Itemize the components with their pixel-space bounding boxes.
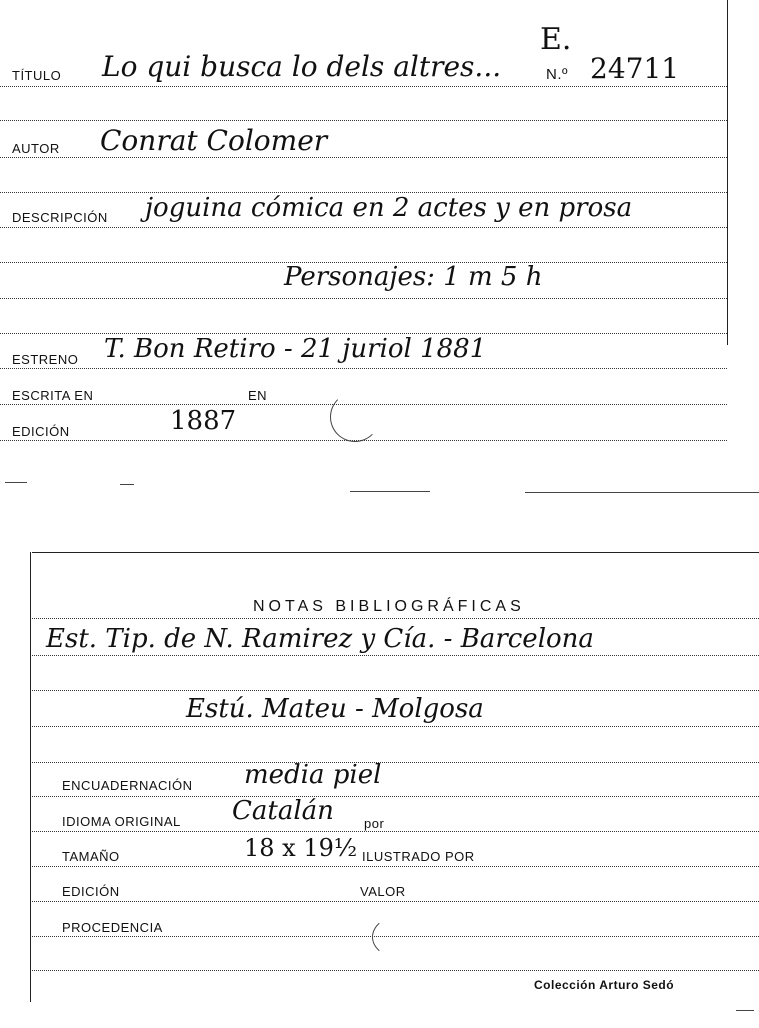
autor-value: Conrat Colomer [100, 124, 328, 157]
estreno-value: T. Bon Retiro - 21 juriol 1881 [104, 334, 487, 364]
scan-edge-mark [736, 1010, 754, 1011]
card-left-edge [30, 552, 31, 1002]
rule-line [32, 690, 759, 691]
notas-heading: NOTAS BIBLIOGRÁFICAS [253, 598, 525, 615]
catalog-marker: E. [540, 22, 572, 57]
idioma-value: Catalán [232, 796, 334, 826]
rule-line [32, 866, 759, 867]
tamano-value: 18 x 19½ [244, 834, 358, 862]
scan-edge-mark [120, 484, 134, 485]
edicion-label: EDICIÓN [12, 424, 70, 439]
valor-label: VALOR [360, 884, 406, 899]
titulo-value: Lo qui busca lo dels altres... [102, 50, 502, 83]
personajes-value: Personajes: 1 m 5 h [284, 262, 543, 292]
edicion-value: 1887 [170, 406, 237, 436]
tamano-label: TAMAÑO [62, 849, 120, 864]
note-line-2: Estú. Mateu - Molgosa [186, 694, 484, 724]
edicion2-label: EDICIÓN [62, 884, 120, 899]
rule-line [0, 120, 727, 121]
idioma-label: IDIOMA ORIGINAL [62, 814, 181, 829]
titulo-label: TÍTULO [12, 68, 62, 83]
rule-line [0, 227, 727, 228]
scan-edge-mark [5, 482, 27, 483]
encuadernacion-value: media piel [244, 760, 382, 790]
punch-hole-mark [372, 916, 426, 958]
procedencia-label: PROCEDENCIA [62, 920, 163, 935]
descripcion-value: joguina cómica en 2 actes y en prosa [145, 193, 633, 223]
numero-value: 24711 [590, 52, 680, 85]
rule-line [32, 762, 759, 763]
rule-line [32, 655, 759, 656]
catalog-card-bottom [0, 540, 759, 1028]
note-line-1: Est. Tip. de N. Ramirez y Cía. - Barcelona [46, 624, 594, 654]
ilustrado-label: ILUSTRADO POR [362, 849, 475, 864]
catalog-card-top [0, 0, 759, 500]
rule-line [0, 368, 727, 369]
encuadernacion-label: ENCUADERNACIÓN [62, 778, 193, 793]
autor-label: AUTOR [12, 141, 60, 156]
rule-line [0, 298, 727, 299]
scan-edge-mark [525, 492, 759, 493]
numero-label: N.º [546, 66, 568, 83]
scan-edge-mark [350, 491, 430, 492]
card-right-edge [727, 0, 728, 345]
rule-line [32, 726, 759, 727]
rule-line [32, 901, 759, 902]
rule-line [32, 831, 759, 832]
escrita-label: ESCRITA EN [12, 388, 94, 403]
rule-line [32, 796, 759, 797]
punch-hole-mark [330, 392, 380, 442]
card-top-edge [32, 552, 759, 553]
collection-credit: Colección Arturo Sedó [534, 978, 675, 992]
por-label: por [364, 816, 385, 831]
rule-line [32, 618, 759, 619]
en-label: EN [248, 388, 268, 403]
rule-line [32, 970, 759, 971]
rule-line [0, 157, 727, 158]
descripcion-label: DESCRIPCIÓN [12, 210, 108, 225]
rule-line [0, 86, 727, 87]
estreno-label: ESTRENO [12, 352, 79, 367]
